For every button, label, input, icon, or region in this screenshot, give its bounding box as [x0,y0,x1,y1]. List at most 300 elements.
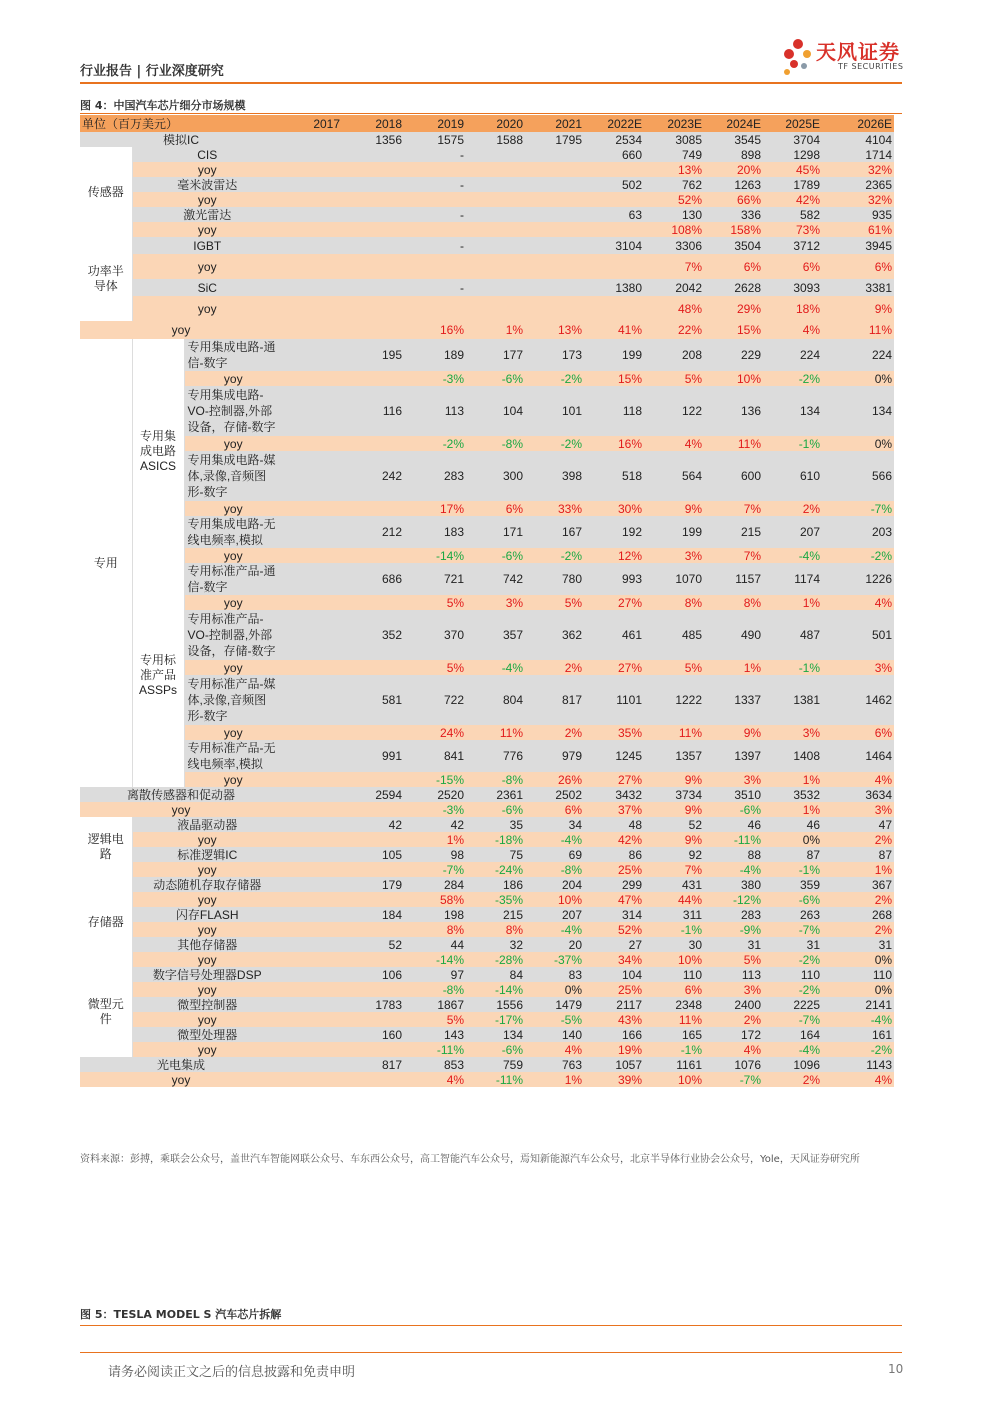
yoy-row [80,725,894,740]
value-cell: 9% [704,725,763,740]
value-cell: 1795 [525,132,584,147]
row-label: yoy [184,660,282,675]
value-cell: 759 [466,1057,525,1072]
value-cell: 352 [282,610,404,660]
value-cell: 660 [584,147,644,162]
value-cell: 1% [404,832,466,847]
logo-name: 天风证券 [816,40,900,64]
value-cell: - [404,207,466,222]
value-cell: 1076 [704,1057,763,1072]
value-cell: 3510 [704,787,763,802]
value-cell: 43% [584,1012,644,1027]
value-cell: -4% [466,660,525,675]
value-cell: 2502 [525,787,584,802]
value-cell: 300 [466,451,525,501]
row-label: yoy [132,296,282,321]
value-cell [282,237,404,254]
value-cell [282,254,404,279]
value-cell [282,162,404,177]
value-cell: -6% [466,802,525,817]
value-cell: 7% [704,501,763,516]
value-cell: 18% [763,296,822,321]
value-cell [282,222,404,237]
value-cell: 10% [525,892,584,907]
value-cell [525,254,584,279]
value-cell: 11% [466,725,525,740]
value-cell [584,162,644,177]
value-cell: 1057 [584,1057,644,1072]
row-label: yoy [184,436,282,451]
value-cell: -11% [466,1072,525,1087]
value-cell: 2042 [644,279,704,296]
value-cell: 2361 [466,787,525,802]
row-label: yoy [132,1042,282,1057]
value-cell: 336 [704,207,763,222]
value-cell: 582 [763,207,822,222]
value-cell: 7% [644,862,704,877]
value-cell: 4% [763,321,822,339]
value-cell [282,982,404,997]
header-row [80,115,894,132]
row-label: 离散传感器和促动器 [80,787,282,802]
value-cell [282,862,404,877]
value-cell: - [404,147,466,162]
row-label: yoy [184,595,282,610]
value-cell: 184 [282,907,404,922]
value-cell: 41% [584,321,644,339]
data-row [80,177,894,192]
value-cell: 284 [404,877,466,892]
data-row [80,386,894,436]
value-cell: 20 [525,937,584,952]
value-cell: 10% [644,1072,704,1087]
value-cell [466,254,525,279]
value-cell: 686 [282,563,404,595]
value-cell: 42% [763,192,822,207]
value-cell: 2400 [704,997,763,1012]
value-cell [282,177,404,192]
value-cell: 48% [644,296,704,321]
value-cell [525,222,584,237]
value-cell: 6% [525,802,584,817]
yoy-row [80,501,894,516]
value-cell: 6% [644,982,704,997]
logo-flower-icon [780,34,816,80]
value-cell: -7% [822,501,894,516]
value-cell: 207 [763,516,822,548]
value-cell [525,207,584,222]
value-cell: 34 [525,817,584,832]
value-cell: 58% [404,892,466,907]
value-cell: -8% [525,862,584,877]
figure4-rule [80,113,902,114]
yoy-row [80,832,894,847]
row-label: 专用标准产品-通信-数字 [184,563,282,595]
value-cell: 83 [525,967,584,982]
value-cell: 31 [704,937,763,952]
value-cell: 5% [404,1012,466,1027]
value-cell: 179 [282,877,404,892]
value-cell [404,254,466,279]
value-cell [466,279,525,296]
value-cell: 3381 [822,279,894,296]
value-cell [525,162,584,177]
data-row [80,132,894,147]
value-cell: -3% [404,802,466,817]
value-cell: 817 [282,1057,404,1072]
value-cell: 2594 [282,787,404,802]
data-row [80,877,894,892]
value-cell: 2% [822,832,894,847]
value-cell: 113 [404,386,466,436]
value-cell: -4% [704,862,763,877]
value-cell [404,162,466,177]
value-cell: 11% [704,436,763,451]
value-cell: 6% [763,254,822,279]
value-cell: 817 [525,675,584,725]
value-cell [584,296,644,321]
value-cell: -2% [404,436,466,451]
value-cell: 52% [584,922,644,937]
value-cell [282,321,404,339]
value-cell [282,725,404,740]
value-cell: -8% [404,982,466,997]
value-cell: 110 [822,967,894,982]
value-cell: 44% [644,892,704,907]
value-cell: 3634 [822,787,894,802]
value-cell: 0% [763,832,822,847]
value-cell: 204 [525,877,584,892]
value-cell [466,207,525,222]
figure5-rule [80,1325,902,1326]
yoy-row [80,982,894,997]
value-cell: 0% [525,982,584,997]
value-cell: 30 [644,937,704,952]
value-cell: 1356 [282,132,404,147]
value-cell: 47 [822,817,894,832]
value-cell [282,548,404,563]
value-cell: 4% [704,1042,763,1057]
row-label: 毫米波雷达 [132,177,282,192]
data-row [80,740,894,772]
figure5-title: 图 5：TESLA MODEL S 汽车芯片拆解 [80,1308,282,1321]
data-row [80,1027,894,1042]
value-cell [525,192,584,207]
value-cell: 198 [404,907,466,922]
value-cell: 10% [644,952,704,967]
value-cell: -1% [644,1042,704,1057]
value-cell: 2% [822,922,894,937]
value-cell: 11% [822,321,894,339]
yoy-row [80,254,894,279]
value-cell: -1% [763,862,822,877]
data-row [80,237,894,254]
row-label: yoy [184,725,282,740]
yoy-row [80,321,894,339]
value-cell: 461 [584,610,644,660]
value-cell: 283 [704,907,763,922]
value-cell: 1161 [644,1057,704,1072]
value-cell: -35% [466,892,525,907]
year-header: 2023E [644,115,704,132]
value-cell: 1263 [704,177,763,192]
row-label: 光电集成 [80,1057,282,1072]
year-header: 2024E [704,115,763,132]
value-cell: -2% [525,436,584,451]
value-cell: 5% [704,952,763,967]
page-number: 10 [888,1362,904,1376]
group-label: 微型元件 [80,967,132,1057]
value-cell: 134 [466,1027,525,1042]
value-cell: 2% [822,892,894,907]
value-cell: 8% [704,595,763,610]
value-cell: -37% [525,952,584,967]
value-cell: 105 [282,847,404,862]
yoy-row [80,162,894,177]
value-cell: 1157 [704,563,763,595]
value-cell: 26% [525,772,584,787]
value-cell [282,147,404,162]
value-cell: 32% [822,162,894,177]
value-cell: 143 [404,1027,466,1042]
yoy-row [80,296,894,321]
value-cell: 46 [763,817,822,832]
value-cell: 564 [644,451,704,501]
data-row [80,937,894,952]
value-cell: 3104 [584,237,644,254]
value-cell: 1174 [763,563,822,595]
group-label: 存储器 [80,877,132,967]
value-cell: 12% [584,548,644,563]
value-cell: 11% [644,725,704,740]
value-cell: 357 [466,610,525,660]
value-cell: 118 [584,386,644,436]
value-cell [282,892,404,907]
value-cell: 359 [763,877,822,892]
value-cell: 431 [644,877,704,892]
tf-securities-logo [780,34,920,82]
yoy-row [80,595,894,610]
value-cell: 189 [404,339,466,371]
value-cell: 34% [584,952,644,967]
row-label: yoy [132,922,282,937]
value-cell: 11% [644,1012,704,1027]
year-header: 2018 [342,115,404,132]
value-cell: 1101 [584,675,644,725]
data-row [80,675,894,725]
value-cell: 4% [822,595,894,610]
row-label: 专用集成电路-媒体,录像,音频图形-数字 [184,451,282,501]
group-label: 逻辑电路 [80,817,132,877]
value-cell: 104 [584,967,644,982]
value-cell: 199 [584,339,644,371]
value-cell: -4% [763,548,822,563]
yoy-row [80,1072,894,1087]
value-cell: 3085 [644,132,704,147]
value-cell: 283 [404,451,466,501]
value-cell: 35 [466,817,525,832]
value-cell: 1867 [404,997,466,1012]
value-cell: 1245 [584,740,644,772]
value-cell: 804 [466,675,525,725]
value-cell [584,192,644,207]
row-label: 专用标准产品-VO-控制器,外部设备，存储-数字 [184,610,282,660]
value-cell: 853 [404,1057,466,1072]
value-cell: 136 [704,386,763,436]
value-cell: 15% [704,321,763,339]
value-cell: 9% [822,296,894,321]
value-cell: 171 [466,516,525,548]
value-cell: 299 [584,877,644,892]
value-cell: 212 [282,516,404,548]
value-cell: 173 [525,339,584,371]
value-cell: -14% [466,982,525,997]
value-cell: -11% [404,1042,466,1057]
row-label: yoy [132,254,282,279]
value-cell: 4% [822,1072,894,1087]
value-cell: 2520 [404,787,466,802]
row-label: IGBT [132,237,282,254]
value-cell: 610 [763,451,822,501]
value-cell: 898 [704,147,763,162]
value-cell: 9% [644,501,704,516]
value-cell: 22% [644,321,704,339]
row-label: yoy [80,1072,282,1087]
value-cell: -7% [763,1012,822,1027]
value-cell [466,222,525,237]
value-cell [404,192,466,207]
value-cell [525,279,584,296]
yoy-row [80,436,894,451]
value-cell: 1357 [644,740,704,772]
value-cell: 15% [584,371,644,386]
footer-rule [80,1352,902,1353]
value-cell: - [404,177,466,192]
row-label: 液晶驱动器 [132,817,282,832]
value-cell [282,922,404,937]
value-cell: 84 [466,967,525,982]
value-cell [466,162,525,177]
value-cell: -14% [404,952,466,967]
value-cell: 52% [644,192,704,207]
value-cell: 1575 [404,132,466,147]
value-cell: 5% [644,660,704,675]
yoy-row [80,548,894,563]
value-cell: 581 [282,675,404,725]
value-cell: 600 [704,451,763,501]
value-cell: 780 [525,563,584,595]
value-cell: 161 [822,1027,894,1042]
value-cell [466,147,525,162]
year-header: 2026E [822,115,894,132]
value-cell: 0% [822,982,894,997]
logo-subtitle: TF SECURITIES [838,62,904,71]
group-label: 传感器 [80,147,132,237]
value-cell: 4% [404,1072,466,1087]
row-label: 微型处理器 [132,1027,282,1042]
value-cell: -6% [466,1042,525,1057]
value-cell: -2% [822,548,894,563]
value-cell: -4% [525,832,584,847]
value-cell: 362 [525,610,584,660]
value-cell: 31 [822,937,894,952]
value-cell: 106 [282,967,404,982]
value-cell [282,192,404,207]
value-cell: 3734 [644,787,704,802]
value-cell: 268 [822,907,894,922]
value-cell: 1789 [763,177,822,192]
value-cell: 2534 [584,132,644,147]
row-label: 数字信号处理器DSP [132,967,282,982]
value-cell: 935 [822,207,894,222]
value-cell: 42% [584,832,644,847]
chip-market-table [80,115,895,1087]
value-cell: 9% [644,772,704,787]
value-cell: 52 [282,937,404,952]
value-cell: 1% [525,1072,584,1087]
value-cell: 3306 [644,237,704,254]
row-label: yoy [184,548,282,563]
value-cell: 722 [404,675,466,725]
value-cell: 199 [644,516,704,548]
value-cell: 776 [466,740,525,772]
value-cell: 763 [525,1057,584,1072]
value-cell: 87 [763,847,822,862]
row-label: yoy [132,192,282,207]
yoy-row [80,922,894,937]
yoy-row [80,1042,894,1057]
value-cell: 24% [404,725,466,740]
value-cell: -8% [466,436,525,451]
value-cell [584,222,644,237]
value-cell [466,296,525,321]
value-cell: 192 [584,516,644,548]
value-cell: -2% [822,1042,894,1057]
value-cell: 113 [704,967,763,982]
year-header: 2020 [466,115,525,132]
source-note: 资料来源：彭搏，乘联会公众号，盖世汽车智能网联公众号、车东西公众号，高工智能汽车公众号，焉知新能源汽车公众号，北京半导体行业协会公众号，Yole，天风证券研究所 [80,1154,860,1165]
row-label: 微型控制器 [132,997,282,1012]
value-cell: 4% [525,1042,584,1057]
row-label: yoy [132,1012,282,1027]
value-cell: 33% [525,501,584,516]
value-cell: 3704 [763,132,822,147]
value-cell: 98 [404,847,466,862]
value-cell: 0% [822,436,894,451]
figure4-title: 图 4：中国汽车芯片细分市场规模 [80,99,246,112]
value-cell: 1070 [644,563,704,595]
value-cell: 32% [822,192,894,207]
data-row [80,817,894,832]
yoy-row [80,222,894,237]
row-label: yoy [132,222,282,237]
value-cell: 2348 [644,997,704,1012]
year-header: 2017 [282,115,342,132]
yoy-row [80,862,894,877]
row-label: yoy [132,162,282,177]
value-cell: 742 [466,563,525,595]
row-label: yoy [184,501,282,516]
value-cell: 2628 [704,279,763,296]
value-cell: 3532 [763,787,822,802]
data-row [80,847,894,862]
value-cell: 73% [763,222,822,237]
value-cell: 9% [644,832,704,847]
value-cell: 13% [525,321,584,339]
value-cell: -24% [466,862,525,877]
value-cell: 6% [466,501,525,516]
value-cell: -14% [404,548,466,563]
